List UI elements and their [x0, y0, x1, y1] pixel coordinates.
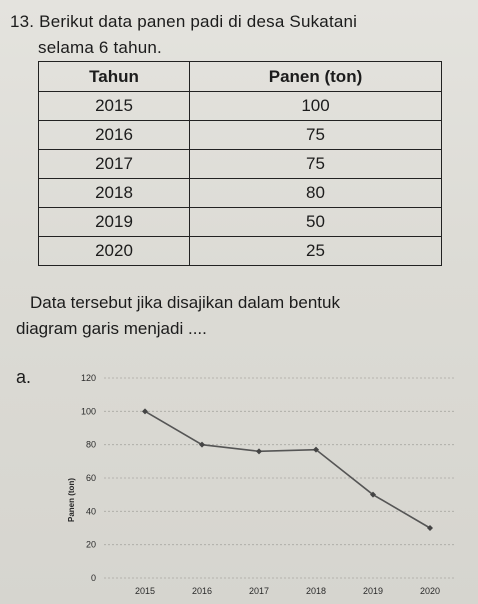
cell-year: 2020 [39, 237, 190, 266]
prompt-line-2: diagram garis menjadi .... [16, 319, 207, 338]
line-chart [60, 362, 470, 602]
data-point [256, 448, 262, 454]
table-row [39, 92, 442, 121]
y-tick-label: 80 [85, 439, 96, 450]
table-row [39, 179, 442, 208]
table-row [39, 121, 442, 150]
cell-year: 2018 [39, 179, 190, 208]
cell-year: 2015 [39, 92, 190, 121]
y-tick-labels [81, 373, 96, 583]
question-line-1: 13. Berikut data panen padi di desa Sukatani [10, 12, 358, 31]
header-harvest: Panen (ton) [190, 62, 442, 92]
cell-harvest: 100 [190, 92, 442, 121]
table-row [39, 150, 442, 179]
x-tick-label: 2015 [134, 586, 156, 596]
x-tick-label: 2020 [419, 586, 441, 596]
cell-year: 2017 [39, 150, 190, 179]
cell-harvest: 50 [190, 208, 442, 237]
harvest-table [38, 61, 442, 266]
x-tick-label: 2017 [248, 586, 270, 596]
x-tick-label: 2016 [191, 586, 213, 596]
option-label: a. [16, 367, 32, 387]
cell-year: 2016 [39, 121, 190, 150]
question-line-2: selama 6 tahun. [38, 38, 162, 57]
chart-grid [104, 378, 455, 578]
cell-harvest: 75 [190, 121, 442, 150]
cell-harvest: 25 [190, 237, 442, 266]
series-line [145, 411, 430, 528]
y-tick-label: 0 [90, 573, 96, 583]
x-tick-label: 2018 [305, 586, 327, 596]
cell-harvest: 80 [190, 179, 442, 208]
y-tick-label: 40 [85, 506, 96, 517]
cell-harvest: 75 [190, 150, 442, 179]
x-tick-labels [135, 586, 440, 596]
y-tick-label: 20 [85, 539, 96, 550]
cell-year: 2019 [39, 208, 190, 237]
y-tick-label: 60 [85, 473, 96, 483]
y-axis-label: Panen (ton) [67, 478, 76, 522]
data-points [142, 408, 433, 531]
table-row [39, 237, 442, 266]
y-tick-label: 120 [80, 373, 96, 383]
y-tick-label: 100 [80, 406, 96, 417]
header-year: Tahun [39, 62, 190, 92]
table-row [39, 208, 442, 237]
prompt-line-1: Data tersebut jika disajikan dalam bentuk [30, 293, 340, 312]
x-tick-label: 2019 [362, 586, 384, 596]
table-header-row [39, 62, 442, 92]
